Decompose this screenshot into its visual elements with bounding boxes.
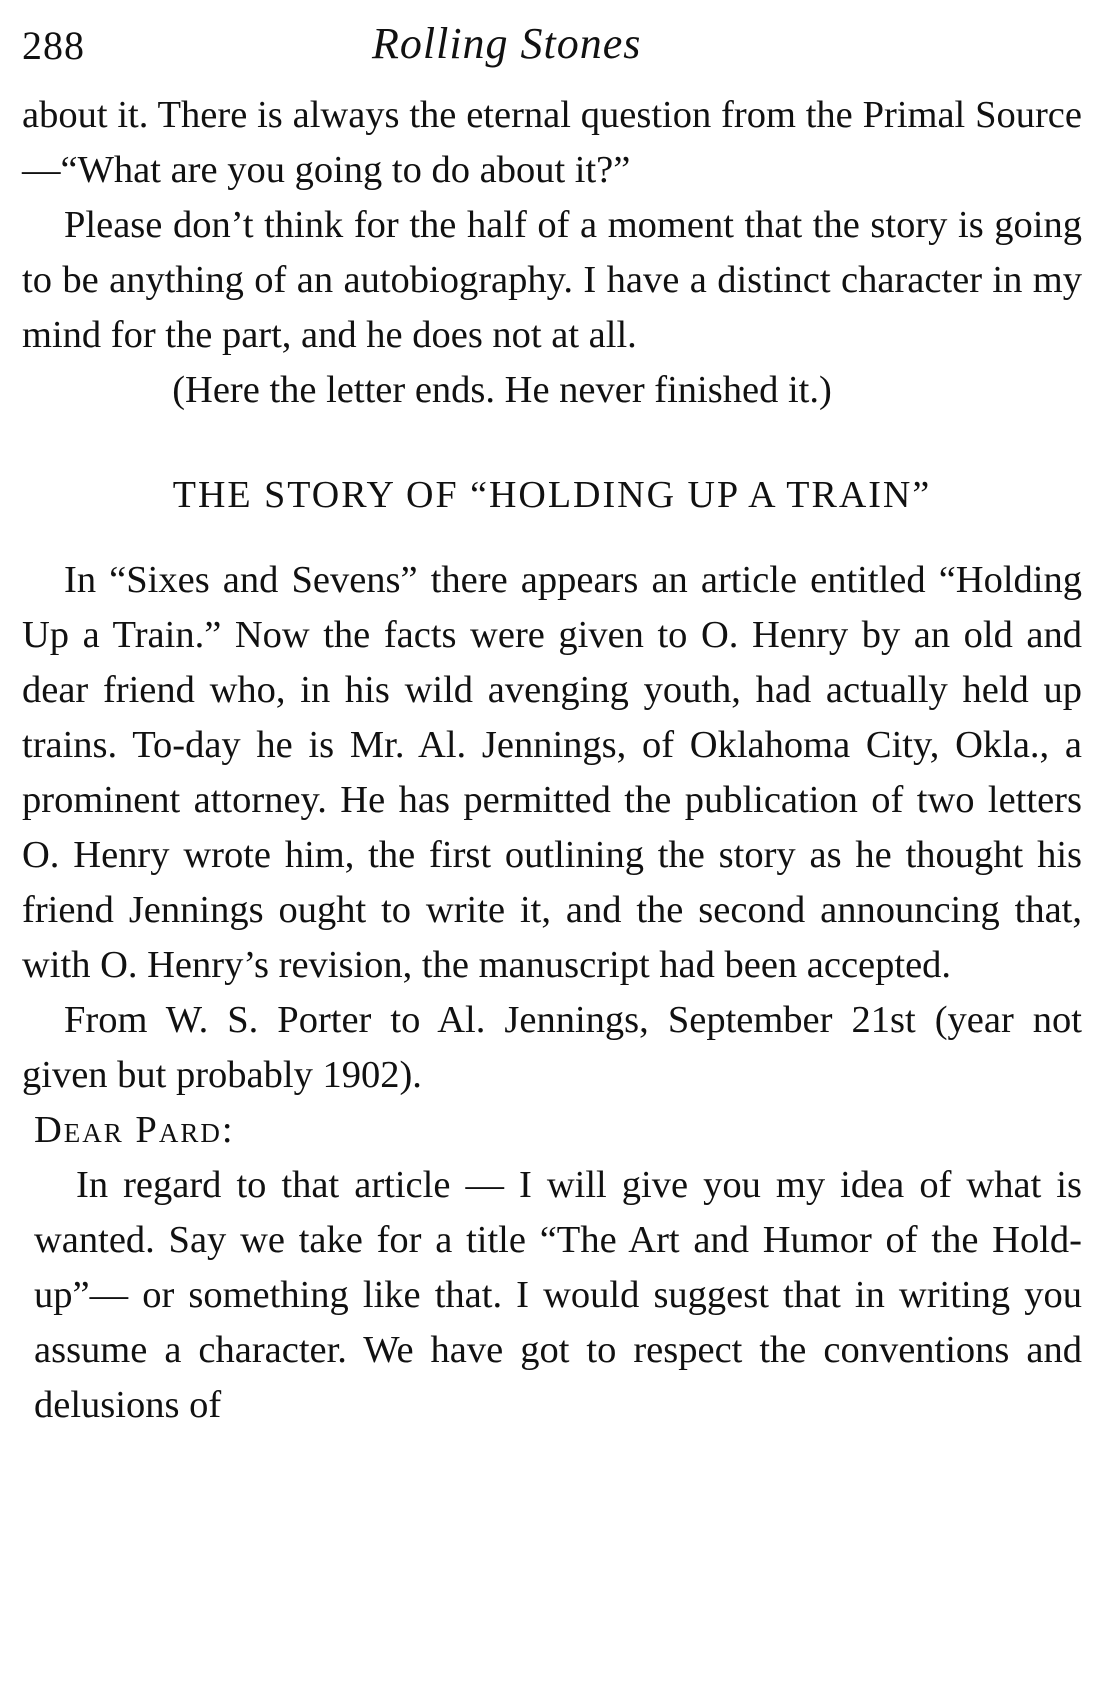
page-header [22,18,1082,78]
page-body [22,88,1082,1433]
book-page [22,0,1082,1687]
paragraph-letter-attribution: From W. S. Porter to Al. Jennings, September 21st (year not given but probably 1902). [22,999,1082,1096]
letter-salutation: Dear Pard: [34,1109,235,1151]
running-title: Rolling Stones [372,19,642,68]
paragraph-continuation: about it. There is always the eternal question from the Primal Source —“What are you going to do about it?” [22,94,1082,191]
paragraph-autobiography: Please don’t think for the half of a moment that the story is going to be anything of an autobiography. I have a distinct character in my mind for the part, and he does not at all. [22,204,1082,356]
letter-paragraph: In regard to that article — I will give you my idea of what is wanted. Say we take for a title “The Art and Humor of the Hold-up”— or something like that. I would suggest that in writing you assume a character. We have got to respect the conventions and delusions of [34,1164,1082,1426]
letter [22,1103,1082,1433]
page-number: 288 [22,23,85,68]
paragraph-sixes-and-sevens: In “Sixes and Sevens” there appears an article entitled “Holding Up a Train.” Now the facts were given to O. Henry by an old and dear friend who, in his wild avenging youth, had actually held up trains. To-day he is Mr. Al. Jennings, of Oklahoma City, Okla., a prominent attorney. He has permitted the publication of two letters O. Henry wrote him, the first outlining the story as he thought his friend Jennings ought to write it, and the second announcing that, with O. Henry’s revision, the manuscript had been accepted. [22,559,1082,986]
section-title: THE STORY OF “HOLDING UP A TRAIN” [172,474,932,516]
paragraph-letter-ends-note: (Here the letter ends. He never finished it.) [172,369,832,411]
